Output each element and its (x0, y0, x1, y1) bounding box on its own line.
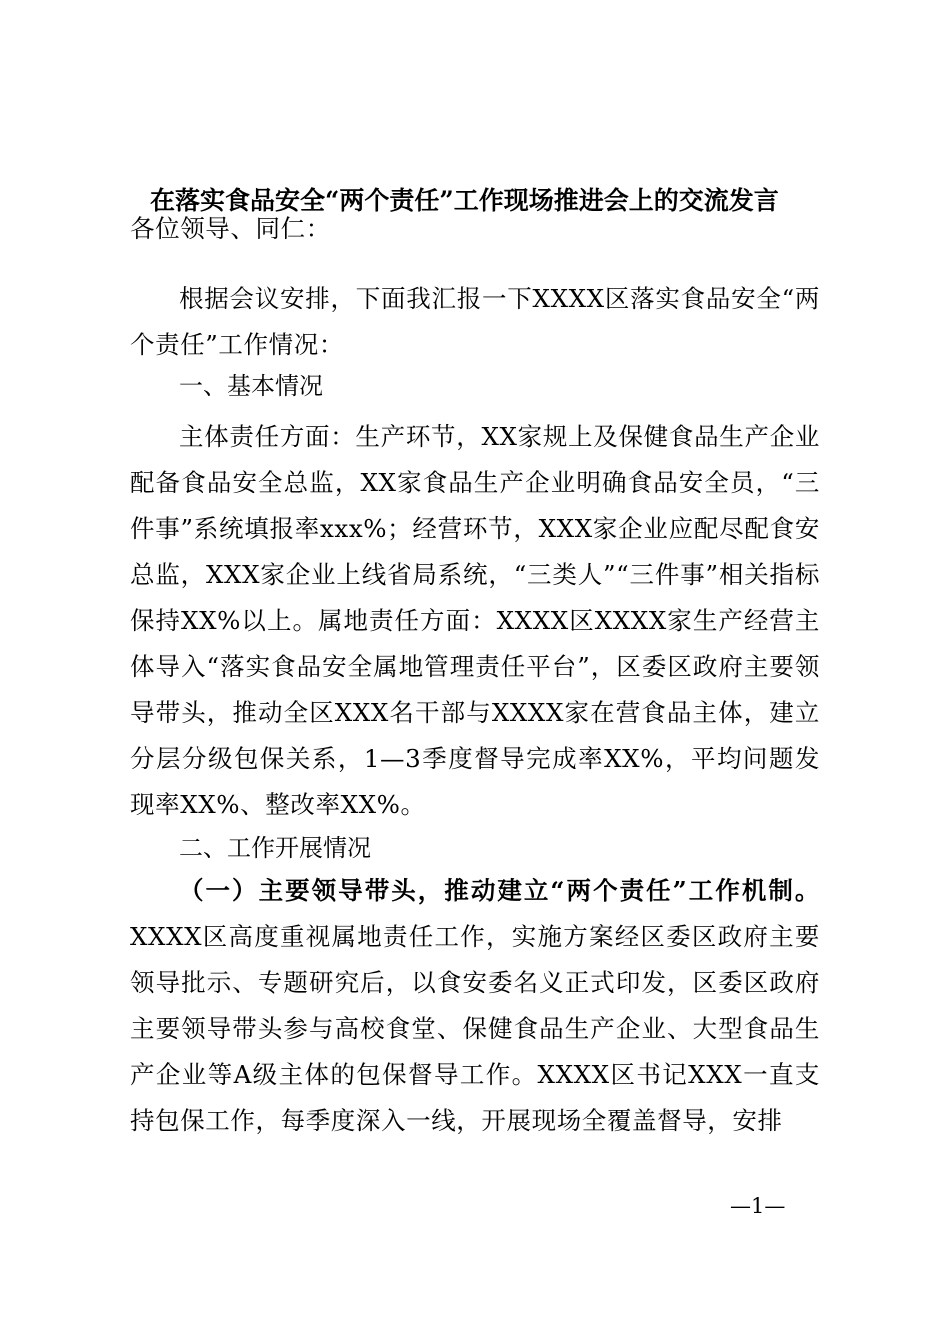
subsection-heading-leadership: （一）主要领导带头，推动建立“两个责任”工作机制。 (179, 876, 820, 905)
section-heading-basic-situation: 一、基本情况 (179, 372, 323, 400)
greeting-line: 各位领导、同仁： (130, 214, 331, 243)
section-heading-work-progress: 二、工作开展情况 (179, 834, 371, 862)
work-progress-paragraph (130, 868, 820, 1144)
basic-situation-paragraph: 主体责任方面：生产环节，XX家规上及保健食品生产企业配备食品安全总监，XX家食品生产企业明确食品安全员，“三件事”系统填报率xxx%；经营环节，XXX家企业应配尽配食安总监，XXX家企业上线省局系统，“三类人”“三件事”相关指标保持XX%以上。属地责任方面：XXXX区XXXX家生产经营主体导入“落实食品安全属地管理责任平台”，区委区政府主要领导带头，推动全区XXX名干部与XXXX家在营食品主体，建立分层分级包保关系，1—3季度督导完成率XX%，平均问题发现率XX%、整改率XX%。 (130, 422, 820, 819)
intro-paragraph: 根据会议安排，下面我汇报一下XXXX区落实食品安全“两个责任”工作情况： (130, 284, 820, 359)
work-progress-text: XXXX区高度重视属地责任工作，实施方案经区委区政府主要领导批示、专题研究后，以食安委名义正式印发，区委区政府主要领导带头参与高校食堂、保健食品生产企业、大型食品生产企业等A级主体的包保督导工作。XXXX区书记XXX一直支持包保工作，每季度深入一线，开展现场全覆盖督导，安排 (130, 922, 820, 1135)
document-title: 在落实食品安全“两个责任”工作现场推进会上的交流发言 (150, 186, 779, 215)
page-number: —1— (730, 1194, 786, 1218)
